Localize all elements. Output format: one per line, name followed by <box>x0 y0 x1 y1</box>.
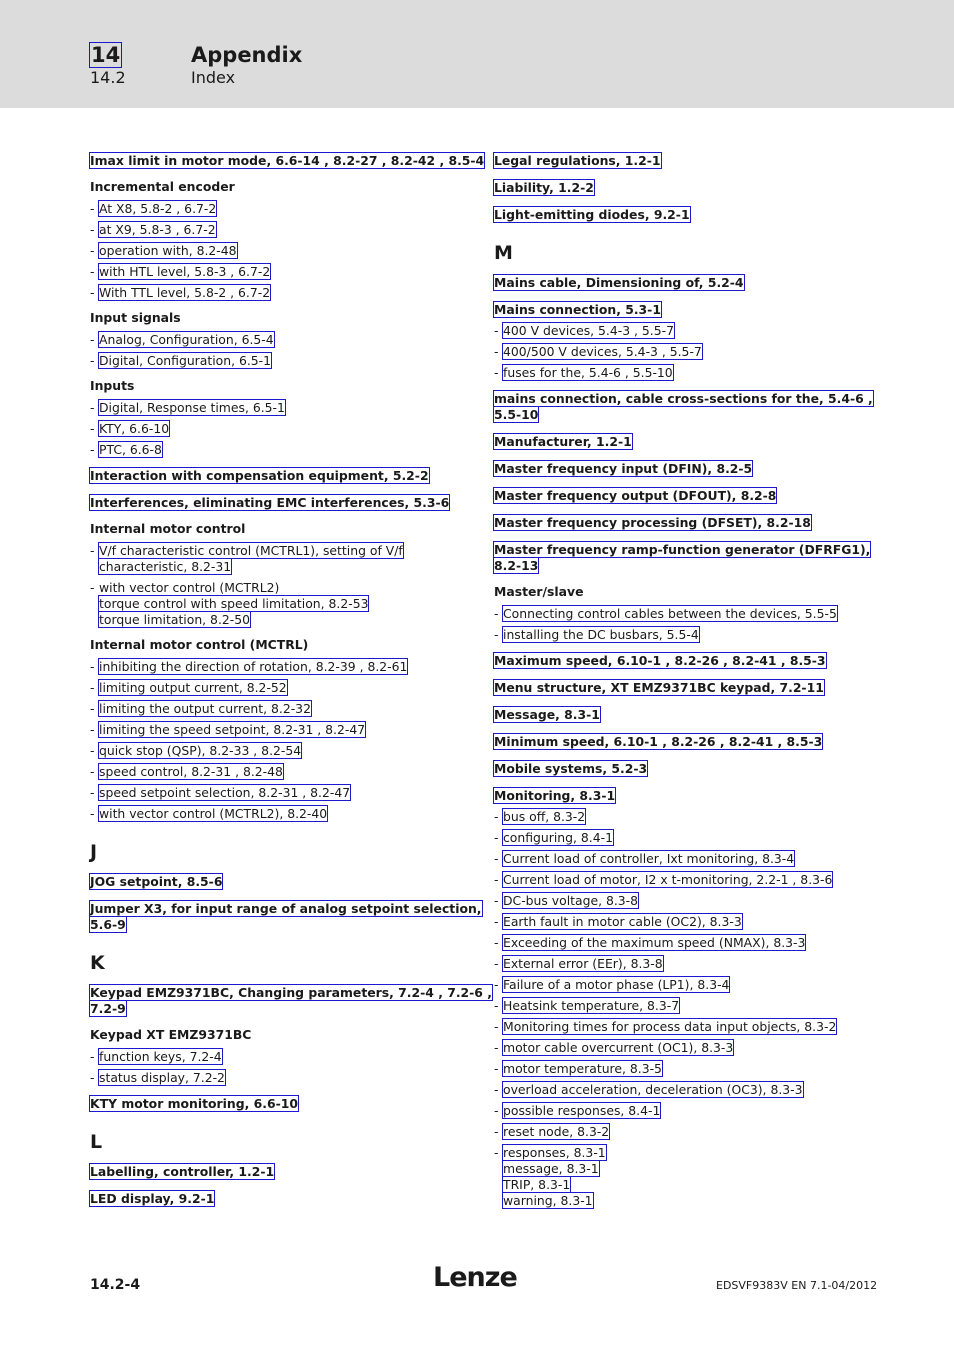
index-entry-link[interactable]: 8.2-13 <box>494 558 539 573</box>
index-entry <box>90 1096 298 1112</box>
index-subentry <box>90 201 216 217</box>
index-entry-link[interactable]: 7.2-9 <box>90 1001 126 1016</box>
index-subentry-link[interactable]: 400/500 V devices, 5.4-3 , 5.5-7 <box>503 344 702 359</box>
index-subentry <box>90 680 287 696</box>
index-entry-link[interactable]: Jumper X3, for input range of analog setpoint selection, <box>90 901 482 916</box>
index-subentry-link[interactable]: with vector control (MCTRL2), 8.2-40 <box>99 806 328 821</box>
dash-bullet: - <box>494 1061 499 1076</box>
index-letter: M <box>494 242 513 264</box>
index-entry-link[interactable]: 5.6-9 <box>90 917 126 932</box>
index-entry-link[interactable]: Mobile systems, 5.2-3 <box>494 761 648 776</box>
index-subentry-link[interactable]: 400 V devices, 5.4-3 , 5.5-7 <box>503 323 674 338</box>
index-subentry-link[interactable]: Current load of motor, I2 x t-monitoring, 2.2-1 , 8.3-6 <box>503 872 833 887</box>
index-subentry-link[interactable]: quick stop (QSP), 8.2-33 , 8.2-54 <box>99 743 302 758</box>
index-subentry-link[interactable]: Current load of controller, Ixt monitoring, 8.3-4 <box>503 851 795 866</box>
index-entry <box>494 434 632 450</box>
index-heading: Input signals <box>90 310 181 325</box>
index-subentry-link[interactable]: inhibiting the direction of rotation, 8.2-39 , 8.2-61 <box>99 659 408 674</box>
index-entry-link[interactable]: mains connection, cable cross-sections for the, 5.4-6 , <box>494 391 873 406</box>
index-subentry <box>494 851 794 867</box>
index-subentry <box>90 543 403 559</box>
index-subentry-link[interactable]: speed control, 8.2-31 , 8.2-48 <box>99 764 283 779</box>
lenze-logo: Lenze <box>433 1262 517 1293</box>
index-subentry <box>494 1193 593 1209</box>
index-entry-link[interactable]: Liability, 1.2-2 <box>494 180 594 195</box>
index-heading: Keypad XT EMZ9371BC <box>90 1027 252 1042</box>
index-subentry-link[interactable]: Heatsink temperature, 8.3-7 <box>503 998 680 1013</box>
dash-bullet: - <box>90 285 95 300</box>
dash-bullet: - <box>494 1082 499 1097</box>
index-entry-link[interactable]: Master frequency output (DFOUT), 8.2-8 <box>494 488 777 503</box>
index-entry <box>494 761 647 777</box>
index-heading: Internal motor control (MCTRL) <box>90 637 309 652</box>
index-entry <box>494 461 752 477</box>
index-subentry-link[interactable]: function keys, 7.2-4 <box>99 1049 222 1064</box>
index-subentry-link[interactable]: V/f characteristic control (MCTRL1), setting of V/f <box>99 543 403 558</box>
index-subentry <box>90 264 270 280</box>
index-entry <box>494 275 744 291</box>
dash-bullet: - <box>90 264 95 279</box>
index-heading: Internal motor control <box>90 521 246 536</box>
dash-bullet: - <box>494 365 499 380</box>
index-subentry <box>494 365 673 381</box>
index-subentry <box>494 830 613 846</box>
chapter-title: Appendix <box>191 43 303 67</box>
index-subentry <box>90 559 231 575</box>
index-subentry <box>90 743 301 759</box>
index-subentry <box>494 809 585 825</box>
dash-bullet: - <box>90 332 95 347</box>
index-subentry-link[interactable]: bus off, 8.3-2 <box>503 809 586 824</box>
dash-bullet: - <box>90 222 95 237</box>
dash-bullet: - <box>90 764 95 779</box>
index-entry-link[interactable]: Master frequency ramp-function generator (DFRFG1), <box>494 542 871 557</box>
index-subentry <box>90 243 237 259</box>
index-subentry-link[interactable]: PTC, 6.6-8 <box>99 442 162 457</box>
dash-bullet: - <box>494 851 499 866</box>
index-subentry-link[interactable]: limiting the speed setpoint, 8.2-31 , 8.2-47 <box>99 722 366 737</box>
index-entry <box>90 1191 214 1207</box>
dash-bullet: - <box>90 1049 95 1064</box>
index-entry <box>494 707 600 723</box>
dash-bullet: - <box>494 627 499 642</box>
dash-bullet: - <box>494 1019 499 1034</box>
dash-bullet: - <box>90 1070 95 1085</box>
index-letter: K <box>90 952 105 974</box>
dash-bullet: - <box>494 323 499 338</box>
index-entry <box>494 207 690 223</box>
index-subentry-label: with vector control (MCTRL2) <box>99 580 280 595</box>
dash-bullet: - <box>90 659 95 674</box>
chapter-number[interactable]: 14 <box>91 43 121 67</box>
dash-bullet: - <box>90 806 95 821</box>
dash-bullet: - <box>90 353 95 368</box>
index-subentry <box>494 1177 570 1193</box>
index-subentry <box>494 606 837 622</box>
index-subentry <box>494 1040 733 1056</box>
index-subentry <box>90 400 285 416</box>
index-entry-link[interactable]: Monitoring, 8.3-1 <box>494 788 616 803</box>
index-entry-link[interactable]: Master frequency processing (DFSET), 8.2-18 <box>494 515 811 530</box>
index-subentry-link[interactable]: torque control with speed limitation, 8.2-53 <box>99 596 369 611</box>
index-subentry-link[interactable]: operation with, 8.2-48 <box>99 243 237 258</box>
index-subentry <box>90 701 311 717</box>
index-subentry <box>90 785 350 801</box>
index-entry <box>90 495 449 511</box>
index-heading: Inputs <box>90 378 135 393</box>
index-entry-link[interactable]: JOG setpoint, 8.5-6 <box>90 874 223 889</box>
index-heading: Master/slave <box>494 584 584 599</box>
index-subentry <box>494 935 805 951</box>
index-subentry <box>90 353 271 369</box>
dash-bullet: - <box>494 872 499 887</box>
index-subentry-link[interactable]: KTY, 6.6-10 <box>99 421 170 436</box>
index-subentry-link[interactable]: with HTL level, 5.8-3 , 6.7-2 <box>99 264 271 279</box>
index-subentry <box>90 332 274 348</box>
index-subentry <box>494 1061 662 1077</box>
index-entry <box>90 153 484 169</box>
index-entry <box>90 468 429 484</box>
index-entry <box>90 901 482 917</box>
index-entry-link[interactable]: Mains connection, 5.3-1 <box>494 302 661 317</box>
index-subentry-link[interactable]: possible responses, 8.4-1 <box>503 1103 661 1118</box>
index-subentry-link[interactable]: Connecting control cables between the devices, 5.5-5 <box>503 606 837 621</box>
page-number: 14.2-4 <box>90 1277 141 1293</box>
index-entry <box>494 734 822 750</box>
dash-bullet: - <box>90 680 95 695</box>
index-entry-link[interactable]: Interaction with compensation equipment, 5.2-2 <box>90 468 429 483</box>
index-letter: J <box>90 841 98 863</box>
index-entry-link[interactable]: KTY motor monitoring, 6.6-10 <box>90 1096 298 1111</box>
dash-bullet: - <box>494 956 499 971</box>
index-subentry <box>90 1070 225 1086</box>
dash-bullet: - <box>494 998 499 1013</box>
index-entry <box>90 917 126 933</box>
index-subentry-link[interactable]: status display, 7.2-2 <box>99 1070 225 1085</box>
index-entry <box>90 1001 126 1017</box>
dash-bullet: - <box>90 580 95 595</box>
dash-bullet: - <box>494 1145 499 1160</box>
index-subentry-link[interactable]: responses, 8.3-1 <box>503 1145 606 1160</box>
index-subentry-link[interactable]: installing the DC busbars, 5.5-4 <box>503 627 699 642</box>
section-title: Index <box>191 68 236 87</box>
index-entry-link[interactable]: Minimum speed, 6.10-1 , 8.2-26 , 8.2-41 , 8.5-3 <box>494 734 823 749</box>
index-entry <box>494 407 538 423</box>
index-subentry <box>494 956 663 972</box>
dash-bullet: - <box>90 201 95 216</box>
index-entry <box>494 680 824 696</box>
index-subentry <box>90 722 365 738</box>
index-subentry <box>90 806 327 822</box>
index-subentry <box>494 893 638 909</box>
index-subentry-link[interactable]: DC-bus voltage, 8.3-8 <box>503 893 639 908</box>
index-subentry-link[interactable]: limiting output current, 8.2-52 <box>99 680 287 695</box>
index-entry <box>90 985 492 1001</box>
index-subentry <box>90 222 216 238</box>
dash-bullet: - <box>90 743 95 758</box>
dash-bullet: - <box>90 701 95 716</box>
index-subentry-link[interactable]: at X9, 5.8-3 , 6.7-2 <box>99 222 216 237</box>
index-entry-link[interactable]: Maximum speed, 6.10-1 , 8.2-26 , 8.2-41 , 8.5-3 <box>494 653 826 668</box>
index-subentry-link[interactable]: torque limitation, 8.2-50 <box>99 612 250 627</box>
index-entry-link[interactable]: Keypad EMZ9371BC, Changing parameters, 7.2-4 , 7.2-6 , <box>90 985 492 1000</box>
index-entry-link[interactable]: Imax limit in motor mode, 6.6-14 , 8.2-27 , 8.2-42 , 8.5-4 <box>90 153 485 168</box>
page-header <box>0 0 954 108</box>
index-subentry <box>494 1082 803 1098</box>
index-subentry-link[interactable]: Exceeding of the maximum speed (NMAX), 8.3-3 <box>503 935 806 950</box>
index-entry <box>494 788 615 804</box>
dash-bullet: - <box>90 722 95 737</box>
index-subentry-link[interactable]: configuring, 8.4-1 <box>503 830 613 845</box>
index-subentry-link[interactable]: Digital, Configuration, 6.5-1 <box>99 353 272 368</box>
index-subentry <box>494 977 729 993</box>
index-subentry <box>494 627 699 643</box>
index-entry-link[interactable]: Interferences, eliminating EMC interferences, 5.3-6 <box>90 495 450 510</box>
index-entry-link[interactable]: Labelling, controller, 1.2-1 <box>90 1164 275 1179</box>
index-subentry <box>90 1049 222 1065</box>
index-subentry <box>90 659 407 675</box>
index-subentry-link[interactable]: With TTL level, 5.8-2 , 6.7-2 <box>99 285 271 300</box>
dash-bullet: - <box>90 785 95 800</box>
dash-bullet: - <box>90 442 95 457</box>
dash-bullet: - <box>494 977 499 992</box>
index-subentry <box>494 872 832 888</box>
index-entry-link[interactable]: Mains cable, Dimensioning of, 5.2-4 <box>494 275 744 290</box>
index-entry-link[interactable]: Message, 8.3-1 <box>494 707 600 722</box>
index-subentry <box>90 596 368 612</box>
index-heading: Incremental encoder <box>90 179 235 194</box>
dash-bullet: - <box>90 400 95 415</box>
index-subentry-link[interactable]: Digital, Response times, 6.5-1 <box>99 400 285 415</box>
index-entry-link[interactable]: Master frequency input (DFIN), 8.2-5 <box>494 461 753 476</box>
index-entry <box>494 302 661 318</box>
index-subentry-link[interactable]: fuses for the, 5.4-6 , 5.5-10 <box>503 365 673 380</box>
dash-bullet: - <box>494 893 499 908</box>
index-subentry-link[interactable]: Earth fault in motor cable (OC2), 8.3-3 <box>503 914 742 929</box>
index-subentry <box>90 764 283 780</box>
index-subentry <box>494 1161 599 1177</box>
index-subentry <box>90 285 270 301</box>
index-entry <box>494 653 826 669</box>
index-subentry <box>494 1019 836 1035</box>
dash-bullet: - <box>90 243 95 258</box>
index-entry <box>494 153 661 169</box>
index-subentry <box>90 442 162 458</box>
document-id: EDSVF9383V EN 7.1-04/2012 <box>716 1279 878 1292</box>
index-subentry-link[interactable]: speed setpoint selection, 8.2-31 , 8.2-47 <box>99 785 351 800</box>
dash-bullet: - <box>494 830 499 845</box>
dash-bullet: - <box>90 421 95 436</box>
index-subentry-link[interactable]: reset node, 8.3-2 <box>503 1124 610 1139</box>
dash-bullet: - <box>494 1124 499 1139</box>
index-subentry <box>90 421 169 437</box>
index-subentry-link[interactable]: At X8, 5.8-2 , 6.7-2 <box>99 201 217 216</box>
dash-bullet: - <box>494 606 499 621</box>
index-entry-link[interactable]: 5.5-10 <box>494 407 539 422</box>
section-number: 14.2 <box>90 68 126 87</box>
index-subentry <box>90 580 279 596</box>
index-entry <box>494 391 873 407</box>
index-subentry <box>494 1124 609 1140</box>
index-entry <box>494 488 776 504</box>
index-subentry <box>494 1103 660 1119</box>
index-entry-link[interactable]: Legal regulations, 1.2-1 <box>494 153 661 168</box>
index-subentry-link[interactable]: warning, 8.3-1 <box>503 1193 593 1208</box>
index-subentry-link[interactable]: TRIP, 8.3-1 <box>503 1177 571 1192</box>
index-entry <box>90 1164 274 1180</box>
dash-bullet: - <box>494 935 499 950</box>
index-entry <box>494 542 870 558</box>
index-subentry <box>494 344 702 360</box>
index-entry-link[interactable]: Manufacturer, 1.2-1 <box>494 434 632 449</box>
index-letter: L <box>90 1131 103 1153</box>
dash-bullet: - <box>494 809 499 824</box>
index-subentry <box>494 323 674 339</box>
dash-bullet: - <box>494 344 499 359</box>
index-entry <box>494 515 811 531</box>
index-entry <box>494 558 538 574</box>
dash-bullet: - <box>494 1040 499 1055</box>
index-subentry-link[interactable]: Failure of a motor phase (LP1), 8.3-4 <box>503 977 730 992</box>
index-subentry-link[interactable]: Monitoring times for process data input objects, 8.3-2 <box>503 1019 837 1034</box>
dash-bullet: - <box>494 1103 499 1118</box>
dash-bullet: - <box>90 543 95 558</box>
index-subentry <box>494 914 742 930</box>
index-entry-link[interactable]: Light-emitting diodes, 9.2-1 <box>494 207 690 222</box>
index-subentry-link[interactable]: characteristic, 8.2-31 <box>99 559 232 574</box>
index-subentry-link[interactable]: Analog, Configuration, 6.5-4 <box>99 332 274 347</box>
dash-bullet: - <box>494 914 499 929</box>
index-subentry <box>494 1145 606 1161</box>
index-subentry-link[interactable]: motor cable overcurrent (OC1), 8.3-3 <box>503 1040 734 1055</box>
index-subentry <box>90 612 250 628</box>
index-subentry-link[interactable]: message, 8.3-1 <box>503 1161 599 1176</box>
index-entry <box>494 180 594 196</box>
index-subentry-link[interactable]: limiting the output current, 8.2-32 <box>99 701 311 716</box>
index-entry-link[interactable]: LED display, 9.2-1 <box>90 1191 215 1206</box>
index-subentry-link[interactable]: motor temperature, 8.3-5 <box>503 1061 662 1076</box>
index-entry <box>90 874 222 890</box>
index-subentry-link[interactable]: overload acceleration, deceleration (OC3), 8.3-3 <box>503 1082 803 1097</box>
index-subentry <box>494 998 679 1014</box>
index-entry-link[interactable]: Menu structure, XT EMZ9371BC keypad, 7.2-11 <box>494 680 824 695</box>
index-subentry-link[interactable]: External error (EEr), 8.3-8 <box>503 956 663 971</box>
